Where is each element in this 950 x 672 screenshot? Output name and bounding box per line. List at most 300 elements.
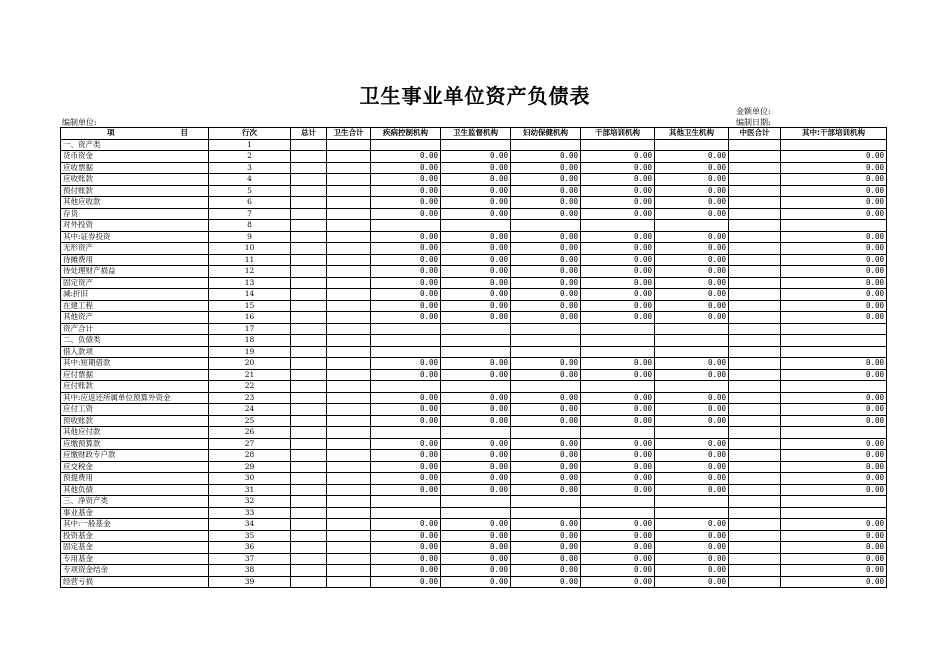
value-cell <box>327 392 371 404</box>
value-cell: 0.00 <box>781 185 887 197</box>
value-cell: 0.00 <box>781 162 887 174</box>
value-cell <box>729 243 781 255</box>
value-cell <box>581 507 655 519</box>
value-cell <box>327 358 371 370</box>
value-cell <box>327 553 371 565</box>
value-cell: 0.00 <box>511 277 581 289</box>
amount-unit-label: 金额单位: <box>736 107 771 116</box>
value-cell: 0.00 <box>441 576 511 588</box>
value-cell <box>291 392 327 404</box>
row-number: 5 <box>209 185 291 197</box>
row-item-label: 专项资金结余 <box>61 565 209 577</box>
value-cell <box>291 507 327 519</box>
value-cell: 0.00 <box>581 266 655 278</box>
value-cell: 0.00 <box>511 553 581 565</box>
table-row <box>61 461 887 473</box>
value-cell <box>371 220 441 232</box>
value-cell <box>291 519 327 531</box>
table-row <box>61 151 887 163</box>
value-cell <box>371 507 441 519</box>
value-cell: 0.00 <box>441 438 511 450</box>
value-cell: 0.00 <box>781 565 887 577</box>
value-cell: 0.00 <box>655 519 729 531</box>
value-cell: 0.00 <box>781 300 887 312</box>
value-cell: 0.00 <box>581 438 655 450</box>
col-header-item <box>61 128 209 140</box>
value-cell <box>291 358 327 370</box>
value-cell: 0.00 <box>581 162 655 174</box>
value-cell <box>441 220 511 232</box>
value-cell <box>441 381 511 393</box>
value-cell <box>581 346 655 358</box>
value-cell: 0.00 <box>655 358 729 370</box>
value-cell <box>729 312 781 324</box>
value-cell <box>327 277 371 289</box>
value-cell: 0.00 <box>781 231 887 243</box>
value-cell <box>655 220 729 232</box>
value-cell: 0.00 <box>581 254 655 266</box>
value-cell: 0.00 <box>581 530 655 542</box>
value-cell: 0.00 <box>655 530 729 542</box>
value-cell <box>327 438 371 450</box>
value-cell <box>729 208 781 220</box>
row-number: 2 <box>209 151 291 163</box>
value-cell <box>511 220 581 232</box>
row-item-label: 其他应收款 <box>61 197 209 209</box>
value-cell: 0.00 <box>371 484 441 496</box>
table-row <box>61 335 887 347</box>
value-cell: 0.00 <box>781 266 887 278</box>
value-cell <box>327 300 371 312</box>
row-number: 27 <box>209 438 291 450</box>
table-row <box>61 553 887 565</box>
value-cell <box>729 358 781 370</box>
table-row <box>61 289 887 301</box>
value-cell <box>327 530 371 542</box>
value-cell: 0.00 <box>511 369 581 381</box>
row-item-label: 在建工程 <box>61 300 209 312</box>
value-cell: 0.00 <box>511 519 581 531</box>
value-cell <box>291 565 327 577</box>
value-cell: 0.00 <box>511 484 581 496</box>
value-cell: 0.00 <box>441 312 511 324</box>
value-cell <box>327 565 371 577</box>
value-cell: 0.00 <box>511 266 581 278</box>
header-row <box>61 128 887 140</box>
value-cell: 0.00 <box>371 151 441 163</box>
table-row <box>61 392 887 404</box>
table-row <box>61 300 887 312</box>
row-item-label: 应收账款 <box>61 174 209 186</box>
table-row <box>61 576 887 588</box>
value-cell: 0.00 <box>441 565 511 577</box>
value-cell <box>327 542 371 554</box>
value-cell <box>327 139 371 151</box>
value-cell: 0.00 <box>781 553 887 565</box>
value-cell: 0.00 <box>655 277 729 289</box>
value-cell <box>371 346 441 358</box>
row-number: 8 <box>209 220 291 232</box>
value-cell <box>441 323 511 335</box>
value-cell <box>327 461 371 473</box>
row-item-label: 三、净资产类 <box>61 496 209 508</box>
row-item-label: 应付工资 <box>61 404 209 416</box>
row-number: 32 <box>209 496 291 508</box>
value-cell: 0.00 <box>655 185 729 197</box>
row-item-label: 固定资产 <box>61 277 209 289</box>
value-cell <box>327 369 371 381</box>
value-cell: 0.00 <box>581 243 655 255</box>
row-item-label: 一、资产类 <box>61 139 209 151</box>
row-number: 38 <box>209 565 291 577</box>
value-cell <box>781 346 887 358</box>
col-header-other-health: 其他卫生机构 <box>655 128 729 140</box>
value-cell: 0.00 <box>781 461 887 473</box>
table-row <box>61 243 887 255</box>
value-cell: 0.00 <box>511 565 581 577</box>
value-cell <box>327 427 371 439</box>
row-item-label: 存货 <box>61 208 209 220</box>
value-cell: 0.00 <box>511 185 581 197</box>
row-item-label: 投资基金 <box>61 530 209 542</box>
row-number: 35 <box>209 530 291 542</box>
col-header-cadre-training: 干部培训机构 <box>581 128 655 140</box>
value-cell: 0.00 <box>441 254 511 266</box>
value-cell: 0.00 <box>781 519 887 531</box>
row-number: 30 <box>209 473 291 485</box>
value-cell: 0.00 <box>441 174 511 186</box>
value-cell: 0.00 <box>781 243 887 255</box>
row-number: 14 <box>209 289 291 301</box>
table-row <box>61 358 887 370</box>
col-header-disease-control: 疾病控制机构 <box>371 128 441 140</box>
value-cell <box>511 381 581 393</box>
value-cell <box>291 174 327 186</box>
value-cell: 0.00 <box>581 542 655 554</box>
row-number: 34 <box>209 519 291 531</box>
value-cell <box>511 507 581 519</box>
value-cell: 0.00 <box>581 277 655 289</box>
value-cell: 0.00 <box>371 404 441 416</box>
value-cell <box>327 484 371 496</box>
value-cell: 0.00 <box>371 358 441 370</box>
col-header-total: 总计 <box>291 128 327 140</box>
value-cell <box>655 427 729 439</box>
value-cell: 0.00 <box>781 151 887 163</box>
value-cell: 0.00 <box>581 473 655 485</box>
compile-date-label: 编制日期: <box>736 118 771 127</box>
col-header-item-first: 项 <box>107 128 115 137</box>
value-cell: 0.00 <box>441 266 511 278</box>
value-cell <box>291 208 327 220</box>
table-row <box>61 174 887 186</box>
value-cell: 0.00 <box>781 277 887 289</box>
value-cell <box>729 565 781 577</box>
row-item-label: 待处理财产损益 <box>61 266 209 278</box>
value-cell: 0.00 <box>581 565 655 577</box>
value-cell <box>441 496 511 508</box>
value-cell: 0.00 <box>581 312 655 324</box>
value-cell: 0.00 <box>781 358 887 370</box>
value-cell <box>371 381 441 393</box>
value-cell: 0.00 <box>441 473 511 485</box>
table-row <box>61 139 887 151</box>
table-row <box>61 162 887 174</box>
value-cell <box>291 323 327 335</box>
value-cell: 0.00 <box>441 208 511 220</box>
value-cell: 0.00 <box>511 151 581 163</box>
value-cell: 0.00 <box>511 174 581 186</box>
value-cell <box>729 266 781 278</box>
value-cell <box>581 139 655 151</box>
value-cell <box>371 427 441 439</box>
value-cell: 0.00 <box>781 576 887 588</box>
value-cell: 0.00 <box>781 208 887 220</box>
value-cell: 0.00 <box>581 404 655 416</box>
row-item-label: 经营亏损 <box>61 576 209 588</box>
value-cell <box>291 381 327 393</box>
value-cell <box>511 496 581 508</box>
value-cell <box>371 335 441 347</box>
value-cell <box>729 254 781 266</box>
row-number: 17 <box>209 323 291 335</box>
row-number: 13 <box>209 277 291 289</box>
value-cell: 0.00 <box>655 392 729 404</box>
value-cell <box>327 231 371 243</box>
value-cell <box>781 427 887 439</box>
value-cell <box>729 381 781 393</box>
row-number: 22 <box>209 381 291 393</box>
value-cell <box>327 404 371 416</box>
col-header-health-total: 卫生合计 <box>327 128 371 140</box>
value-cell <box>729 427 781 439</box>
value-cell: 0.00 <box>655 473 729 485</box>
value-cell: 0.00 <box>655 542 729 554</box>
value-cell <box>327 162 371 174</box>
value-cell <box>291 139 327 151</box>
value-cell <box>327 185 371 197</box>
value-cell <box>291 220 327 232</box>
value-cell: 0.00 <box>371 450 441 462</box>
value-cell: 0.00 <box>511 576 581 588</box>
value-cell <box>291 484 327 496</box>
value-cell <box>327 220 371 232</box>
value-cell <box>729 139 781 151</box>
value-cell <box>729 151 781 163</box>
value-cell: 0.00 <box>655 197 729 209</box>
value-cell <box>327 450 371 462</box>
value-cell: 0.00 <box>781 450 887 462</box>
row-item-label: 其他负债 <box>61 484 209 496</box>
value-cell <box>327 254 371 266</box>
col-header-item-second: 目 <box>180 128 188 137</box>
value-cell <box>441 139 511 151</box>
value-cell: 0.00 <box>511 438 581 450</box>
value-cell <box>291 312 327 324</box>
value-cell <box>581 381 655 393</box>
col-header-health-supervision: 卫生监督机构 <box>441 128 511 140</box>
value-cell <box>729 289 781 301</box>
value-cell: 0.00 <box>511 542 581 554</box>
value-cell: 0.00 <box>511 254 581 266</box>
row-item-label: 其他应付款 <box>61 427 209 439</box>
row-item-label: 应缴财政专户款 <box>61 450 209 462</box>
value-cell <box>291 335 327 347</box>
value-cell <box>729 346 781 358</box>
value-cell <box>441 346 511 358</box>
row-number: 26 <box>209 427 291 439</box>
value-cell <box>729 473 781 485</box>
value-cell: 0.00 <box>581 151 655 163</box>
value-cell <box>729 300 781 312</box>
value-cell <box>511 346 581 358</box>
value-cell <box>729 530 781 542</box>
row-item-label: 无形资产 <box>61 243 209 255</box>
value-cell: 0.00 <box>441 530 511 542</box>
table-row <box>61 484 887 496</box>
value-cell <box>291 496 327 508</box>
value-cell <box>581 335 655 347</box>
value-cell <box>729 197 781 209</box>
value-cell: 0.00 <box>781 438 887 450</box>
value-cell: 0.00 <box>371 277 441 289</box>
value-cell: 0.00 <box>655 438 729 450</box>
value-cell: 0.00 <box>371 231 441 243</box>
value-cell: 0.00 <box>511 358 581 370</box>
value-cell <box>291 450 327 462</box>
value-cell: 0.00 <box>511 473 581 485</box>
value-cell: 0.00 <box>511 404 581 416</box>
value-cell: 0.00 <box>441 289 511 301</box>
row-number: 3 <box>209 162 291 174</box>
table-row <box>61 473 887 485</box>
value-cell: 0.00 <box>581 300 655 312</box>
value-cell <box>291 461 327 473</box>
value-cell <box>291 289 327 301</box>
col-header-of-which-cadre-training: 其中:干部培训机构 <box>781 128 887 140</box>
value-cell: 0.00 <box>781 392 887 404</box>
value-cell <box>291 300 327 312</box>
col-header-row-no: 行次 <box>209 128 291 140</box>
compiler-label: 编制单位: <box>62 118 97 127</box>
row-number: 24 <box>209 404 291 416</box>
value-cell: 0.00 <box>371 576 441 588</box>
table-row <box>61 254 887 266</box>
value-cell <box>729 576 781 588</box>
value-cell <box>291 542 327 554</box>
value-cell <box>655 507 729 519</box>
value-cell: 0.00 <box>655 243 729 255</box>
table-row <box>61 197 887 209</box>
value-cell: 0.00 <box>371 530 441 542</box>
value-cell: 0.00 <box>441 151 511 163</box>
row-item-label: 其中:短期借款 <box>61 358 209 370</box>
value-cell: 0.00 <box>655 565 729 577</box>
value-cell: 0.00 <box>655 576 729 588</box>
row-number: 9 <box>209 231 291 243</box>
value-cell: 0.00 <box>441 404 511 416</box>
value-cell <box>327 174 371 186</box>
value-cell: 0.00 <box>581 450 655 462</box>
row-number: 1 <box>209 139 291 151</box>
value-cell <box>291 473 327 485</box>
value-cell: 0.00 <box>371 312 441 324</box>
value-cell <box>781 220 887 232</box>
value-cell: 0.00 <box>371 266 441 278</box>
value-cell: 0.00 <box>655 461 729 473</box>
value-cell: 0.00 <box>581 174 655 186</box>
value-cell: 0.00 <box>441 415 511 427</box>
value-cell: 0.00 <box>655 174 729 186</box>
value-cell: 0.00 <box>441 277 511 289</box>
value-cell: 0.00 <box>581 415 655 427</box>
value-cell <box>729 438 781 450</box>
value-cell <box>291 162 327 174</box>
value-cell: 0.00 <box>441 519 511 531</box>
value-cell <box>655 346 729 358</box>
value-cell: 0.00 <box>441 358 511 370</box>
value-cell: 0.00 <box>511 231 581 243</box>
value-cell: 0.00 <box>781 174 887 186</box>
value-cell <box>291 277 327 289</box>
value-cell: 0.00 <box>511 300 581 312</box>
value-cell: 0.00 <box>581 358 655 370</box>
value-cell: 0.00 <box>781 473 887 485</box>
value-cell <box>327 335 371 347</box>
value-cell: 0.00 <box>371 174 441 186</box>
value-cell <box>729 484 781 496</box>
value-cell: 0.00 <box>511 162 581 174</box>
value-cell: 0.00 <box>371 185 441 197</box>
value-cell <box>327 266 371 278</box>
row-number: 6 <box>209 197 291 209</box>
value-cell <box>729 553 781 565</box>
value-cell <box>511 427 581 439</box>
value-cell <box>729 231 781 243</box>
value-cell <box>327 473 371 485</box>
value-cell: 0.00 <box>655 415 729 427</box>
row-number: 28 <box>209 450 291 462</box>
value-cell <box>327 151 371 163</box>
value-cell <box>781 507 887 519</box>
value-cell: 0.00 <box>371 553 441 565</box>
row-number: 23 <box>209 392 291 404</box>
row-number: 16 <box>209 312 291 324</box>
table-row <box>61 277 887 289</box>
value-cell: 0.00 <box>441 542 511 554</box>
value-cell <box>291 197 327 209</box>
value-cell: 0.00 <box>655 231 729 243</box>
value-cell <box>441 507 511 519</box>
value-cell: 0.00 <box>781 530 887 542</box>
value-cell <box>327 576 371 588</box>
value-cell: 0.00 <box>371 243 441 255</box>
value-cell: 0.00 <box>441 243 511 255</box>
row-number: 20 <box>209 358 291 370</box>
value-cell <box>581 220 655 232</box>
value-cell <box>729 277 781 289</box>
value-cell <box>655 139 729 151</box>
value-cell: 0.00 <box>441 484 511 496</box>
value-cell: 0.00 <box>581 231 655 243</box>
value-cell: 0.00 <box>581 519 655 531</box>
table-body <box>61 139 887 588</box>
table-row <box>61 530 887 542</box>
value-cell: 0.00 <box>371 208 441 220</box>
table-row <box>61 231 887 243</box>
value-cell <box>327 381 371 393</box>
value-cell <box>729 519 781 531</box>
